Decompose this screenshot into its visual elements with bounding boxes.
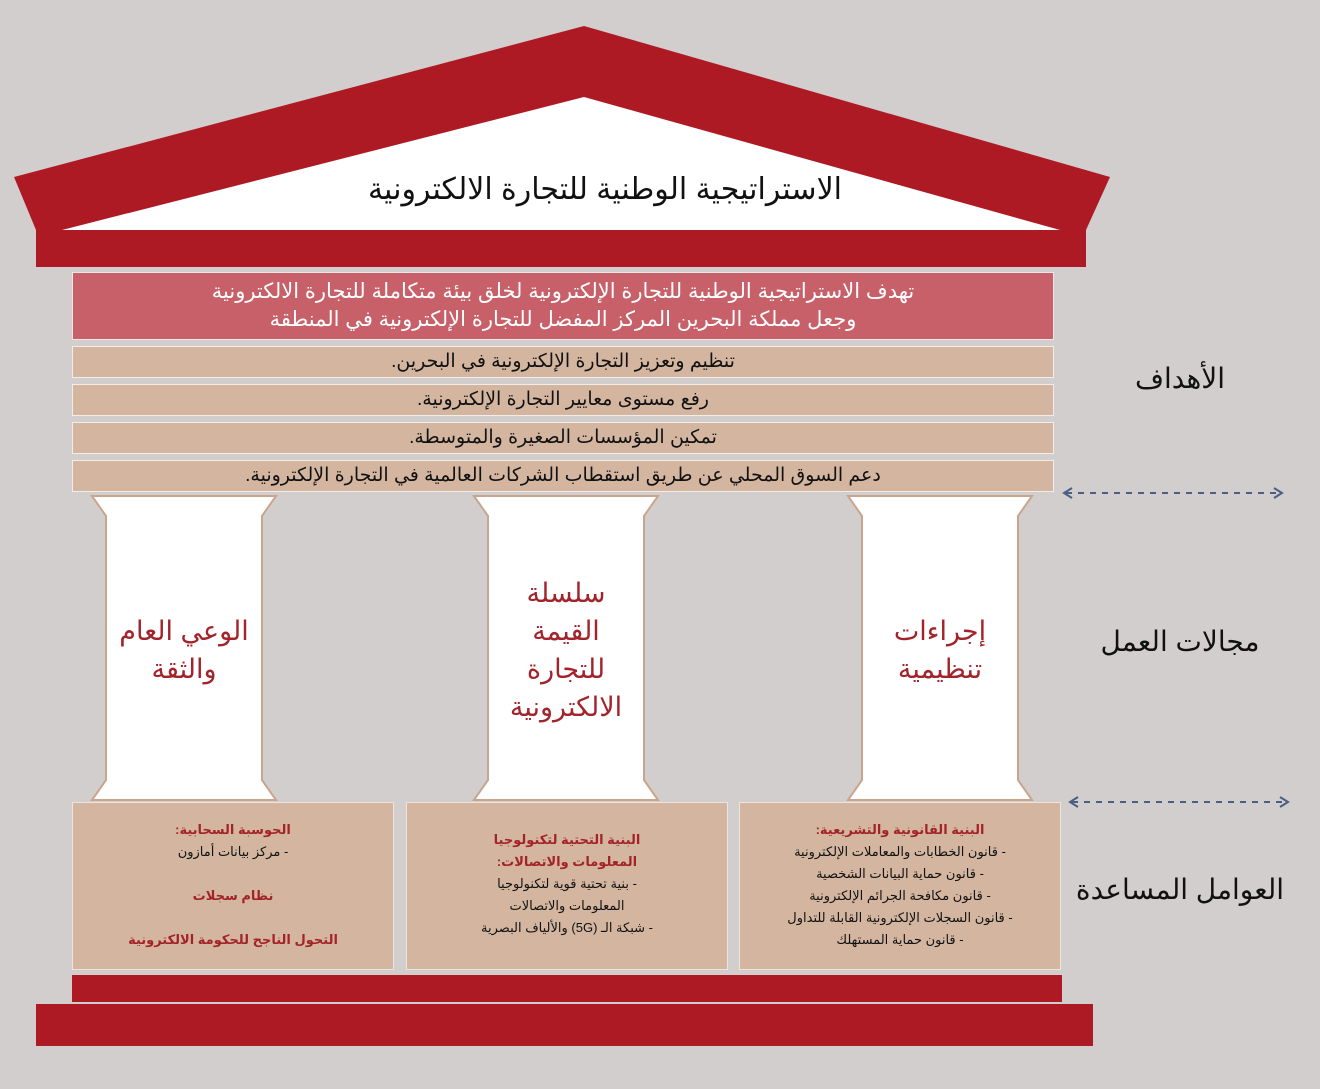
enabler-legal-item: - قانون حماية البيانات الشخصية bbox=[816, 866, 984, 881]
pillar-text-line: والثقة bbox=[151, 654, 217, 684]
enabler-ict-box bbox=[406, 802, 728, 970]
pillar-text-line: للتجارة bbox=[526, 654, 606, 684]
label-enablers: العوامل المساعدة bbox=[1075, 874, 1285, 905]
pillar-text-line: الوعي العام bbox=[119, 616, 249, 646]
enabler-records-heading: نظام سجلات bbox=[192, 888, 274, 903]
enabler-cloud-heading: الحوسبة السحابية: bbox=[175, 822, 291, 837]
pillar-value-chain-text bbox=[490, 570, 642, 730]
enabler-legal-heading: البنية القانونية والتشريعية: bbox=[815, 822, 985, 837]
dashed-arrow-work-areas bbox=[1064, 795, 1294, 809]
enabler-ict-item: - شبكة الـ (5G) والألياف البصرية bbox=[481, 920, 653, 935]
page-title: الاستراتيجية الوطنية للتجارة الالكترونية bbox=[367, 173, 843, 206]
enabler-ict-item: المعلومات والاتصالات bbox=[509, 898, 625, 913]
enabler-ict-heading: المعلومات والاتصالات: bbox=[496, 854, 638, 869]
pillar-text-line: سلسلة القيمة bbox=[526, 578, 606, 646]
pillar-text-line: الالكترونية bbox=[509, 692, 623, 722]
enabler-cloud-item: - مركز بيانات أمازون bbox=[177, 844, 289, 859]
goal-item: تمكين المؤسسات الصغيرة والمتوسطة. bbox=[72, 422, 1054, 454]
label-work-areas: مجالات العمل bbox=[1100, 626, 1260, 657]
base-step-upper bbox=[72, 975, 1062, 1002]
goal-item: تنظيم وتعزيز التجارة الإلكترونية في البحرين. bbox=[72, 346, 1054, 378]
vision-banner bbox=[72, 272, 1054, 340]
enabler-ict-item: - بنية تحتية قوية لتكنولوجيا bbox=[497, 876, 637, 891]
pillar-awareness-text bbox=[108, 580, 260, 720]
spacer bbox=[73, 863, 393, 885]
enabler-cloud-box bbox=[72, 802, 394, 970]
roof bbox=[0, 0, 1320, 280]
dashed-arrow-goals bbox=[1058, 486, 1288, 500]
goal-item: رفع مستوى معايير التجارة الإلكترونية. bbox=[72, 384, 1054, 416]
pillar-regulatory-text bbox=[864, 580, 1016, 720]
enabler-legal-item: - قانون السجلات الإلكترونية القابلة للتداول bbox=[787, 910, 1013, 925]
base-step-lower bbox=[36, 1004, 1093, 1046]
vision-line-2: وجعل مملكة البحرين المركز المفضل للتجارة الإلكترونية في المنطقة bbox=[269, 308, 857, 331]
enabler-legal-box bbox=[739, 802, 1061, 970]
enabler-legal-item: - قانون الخطابات والمعاملات الإلكترونية bbox=[794, 844, 1006, 859]
roof-beam bbox=[36, 230, 1086, 267]
enabler-legal-item: - قانون حماية المستهلك bbox=[836, 932, 964, 947]
pillar-text-line: إجراءات bbox=[893, 616, 987, 646]
goal-item: دعم السوق المحلي عن طريق استقطاب الشركات العالمية في التجارة الإلكترونية. bbox=[72, 460, 1054, 492]
enabler-egov-heading: التحول الناجح للحكومة الالكترونية bbox=[128, 932, 338, 947]
pillar-text-line: تنظيمية bbox=[897, 654, 983, 684]
label-goals: الأهداف bbox=[1134, 363, 1225, 394]
enabler-ict-heading: البنية التحتية لتكنولوجيا bbox=[493, 832, 641, 847]
spacer bbox=[73, 907, 393, 929]
vision-line-1: تهدف الاستراتيجية الوطنية للتجارة الإلكترونية لخلق بيئة متكاملة للتجارة الالكترونية bbox=[211, 280, 915, 303]
enabler-legal-item: - قانون مكافحة الجرائم الإلكترونية bbox=[809, 888, 991, 903]
